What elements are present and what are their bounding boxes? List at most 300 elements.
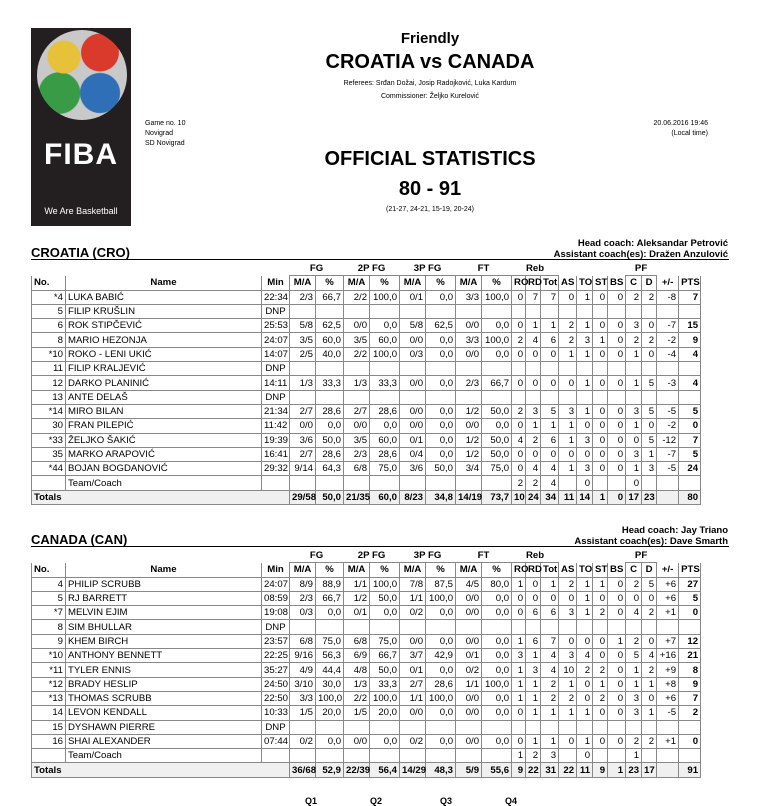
col-no: 11 — [32, 362, 66, 376]
player-row — [32, 663, 701, 677]
col-d: 0 — [642, 691, 657, 705]
col-c-header: C — [626, 563, 642, 577]
col-pts — [679, 304, 701, 318]
col-d: 4 — [642, 649, 657, 663]
col-ft-pct: 0,0 — [482, 634, 512, 648]
col-2p-pct: 100,0 — [370, 691, 400, 705]
col-to: 1 — [577, 606, 593, 620]
col-fg-pct: 66,7 — [316, 591, 344, 605]
col-2p-pct: 100,0 — [370, 290, 400, 304]
column-header-row — [32, 563, 701, 577]
col-ft-pct: 75,0 — [482, 462, 512, 476]
group-label: FG — [290, 549, 344, 563]
col-min-header: Min — [262, 276, 290, 290]
col-d: 0 — [642, 591, 657, 605]
col-name: KHEM BIRCH — [66, 634, 262, 648]
col-ft-pct: 66,7 — [482, 376, 512, 390]
col-tot — [541, 304, 559, 318]
col-to: 1 — [577, 577, 593, 591]
col-fg-ma — [290, 304, 316, 318]
col-d-header: D — [642, 563, 657, 577]
col-2p-pct: 33,3 — [370, 677, 400, 691]
col-c: 4 — [626, 606, 642, 620]
col-plus-minus — [657, 390, 679, 404]
col-fg-pct: 100,0 — [316, 691, 344, 705]
col-st: 0 — [593, 462, 608, 476]
col-2p-pct: 60,0 — [370, 433, 400, 447]
col-ft-pct: 0,0 — [482, 347, 512, 361]
col-3p-ma: 0/0 — [400, 634, 426, 648]
col-ro — [512, 620, 526, 634]
player-row — [32, 706, 701, 720]
col-3p-pct — [426, 749, 456, 763]
col-rd: 0 — [526, 577, 541, 591]
col-ft-ma: 0/0 — [456, 634, 482, 648]
col-ft-ma: 1/1 — [456, 677, 482, 691]
col-d: 0 — [642, 419, 657, 433]
col-2p-pct — [370, 749, 400, 763]
col-bs: 0 — [608, 706, 626, 720]
col-to: 1 — [577, 591, 593, 605]
col-2p-ma: 21/35 — [344, 490, 370, 504]
col-2p-pct: 56,4 — [370, 763, 400, 777]
col-name: TYLER ENNIS — [66, 663, 262, 677]
col-d: 1 — [642, 706, 657, 720]
col-2p-pct: 75,0 — [370, 462, 400, 476]
col-tot: 0 — [541, 447, 559, 461]
col-st — [593, 476, 608, 490]
col-bs — [608, 620, 626, 634]
col-st: 1 — [593, 577, 608, 591]
col-3p-ma — [400, 620, 426, 634]
col-to: 3 — [577, 433, 593, 447]
col-ro — [512, 390, 526, 404]
col-3p-pct — [426, 720, 456, 734]
col-tot-header: Tot — [541, 276, 559, 290]
col-no: 9 — [32, 634, 66, 648]
team-coach-row — [32, 476, 701, 490]
col-fg-pct — [316, 620, 344, 634]
col-fg-pct: 44,4 — [316, 663, 344, 677]
col-2p-pct: 100,0 — [370, 577, 400, 591]
col-tot: 31 — [541, 763, 559, 777]
col-rd — [526, 362, 541, 376]
col-pts: 91 — [679, 763, 701, 777]
col-d: 5 — [642, 433, 657, 447]
col-ft-ma: 0/0 — [456, 591, 482, 605]
col-c — [626, 304, 642, 318]
col-ro: 0 — [512, 447, 526, 461]
col-c: 0 — [626, 433, 642, 447]
col-pts: 9 — [679, 333, 701, 347]
group-label: FT — [456, 549, 512, 563]
col-plus-minus-header: +/- — [657, 563, 679, 577]
col-3p-pct: 0,0 — [426, 333, 456, 347]
col-tot: 0 — [541, 591, 559, 605]
col-ro-header: RO — [512, 276, 526, 290]
col-2p-ma-header: M/A — [344, 276, 370, 290]
col-as: 3 — [559, 649, 577, 663]
col-2p-pct: 0,0 — [370, 419, 400, 433]
footer-q4: Q4 — [505, 796, 518, 806]
player-row — [32, 290, 701, 304]
col-plus-minus: +9 — [657, 663, 679, 677]
col-ft-pct — [482, 476, 512, 490]
col-pts: 21 — [679, 649, 701, 663]
col-as: 1 — [559, 462, 577, 476]
col-3p-pct — [426, 390, 456, 404]
col-2p-pct: 75,0 — [370, 634, 400, 648]
col-to: 3 — [577, 462, 593, 476]
col-st — [593, 304, 608, 318]
col-plus-minus: -4 — [657, 347, 679, 361]
col-plus-minus: -2 — [657, 333, 679, 347]
totals-label: Totals — [32, 490, 290, 504]
col-3p-pct: 0,0 — [426, 376, 456, 390]
col-c: 1 — [626, 677, 642, 691]
col-2p-ma: 6/8 — [344, 634, 370, 648]
col-tot: 4 — [541, 476, 559, 490]
col-no: *10 — [32, 649, 66, 663]
col-ft-ma: 1/2 — [456, 447, 482, 461]
box-score-table-can — [31, 549, 701, 778]
col-ft-ma — [456, 390, 482, 404]
col-ft-ma — [456, 720, 482, 734]
col-to — [577, 620, 593, 634]
col-name: MARKO ARAPOVIĆ — [66, 447, 262, 461]
col-plus-minus: -5 — [657, 706, 679, 720]
assistant-coach-cro: Assistant coach(es): Dražen Anzulović — [553, 249, 728, 260]
col-2p-ma — [344, 620, 370, 634]
col-tot — [541, 620, 559, 634]
col-bs: 0 — [608, 376, 626, 390]
col-3p-ma: 0/2 — [400, 606, 426, 620]
game-datetime: 20.06.2016 19:46 — [653, 120, 708, 127]
col-plus-minus: +8 — [657, 677, 679, 691]
footer-q3: Q3 — [440, 796, 453, 806]
col-2p-ma: 3/5 — [344, 433, 370, 447]
col-2p-ma: 0/1 — [344, 606, 370, 620]
col-rd — [526, 390, 541, 404]
col-ft-pct — [482, 362, 512, 376]
col-ft-ma: 3/3 — [456, 290, 482, 304]
col-ft-pct: 0,0 — [482, 649, 512, 663]
col-no: *44 — [32, 462, 66, 476]
col-plus-minus — [657, 763, 679, 777]
col-ro: 2 — [512, 476, 526, 490]
col-plus-minus — [657, 620, 679, 634]
col-fg-ma-header: M/A — [290, 563, 316, 577]
player-row — [32, 319, 701, 333]
col-pts: 5 — [679, 404, 701, 418]
col-st: 2 — [593, 691, 608, 705]
col-ft-pct: 0,0 — [482, 319, 512, 333]
col-ro: 1 — [512, 577, 526, 591]
col-2p-ma — [344, 390, 370, 404]
player-row — [32, 734, 701, 748]
col-min: DNP — [262, 362, 290, 376]
col-2p-pct: 28,6 — [370, 447, 400, 461]
col-ro: 4 — [512, 433, 526, 447]
col-no: 8 — [32, 333, 66, 347]
col-fg-pct: 33,3 — [316, 376, 344, 390]
col-bs: 0 — [608, 447, 626, 461]
col-to — [577, 304, 593, 318]
col-c: 1 — [626, 376, 642, 390]
col-c: 2 — [626, 634, 642, 648]
player-row — [32, 333, 701, 347]
col-fg-pct — [316, 476, 344, 490]
col-no-header: No. — [32, 563, 66, 577]
col-no: *11 — [32, 663, 66, 677]
group-label: 2P FG — [344, 262, 400, 276]
col-name-header: Name — [66, 563, 262, 577]
col-bs: 0 — [608, 419, 626, 433]
col-rd — [526, 620, 541, 634]
col-st: 0 — [593, 734, 608, 748]
col-2p-pct: 60,0 — [370, 333, 400, 347]
col-2p-pct: 0,0 — [370, 734, 400, 748]
col-ro — [512, 362, 526, 376]
col-as: 2 — [559, 691, 577, 705]
col-ft-pct: 50,0 — [482, 433, 512, 447]
col-min: DNP — [262, 620, 290, 634]
col-d — [642, 362, 657, 376]
col-c: 3 — [626, 447, 642, 461]
col-rd-header: RD — [526, 563, 541, 577]
col-bs — [608, 390, 626, 404]
col-2p-pct: 100,0 — [370, 347, 400, 361]
col-d: 1 — [642, 677, 657, 691]
col-2p-ma: 4/8 — [344, 663, 370, 677]
col-fg-ma — [290, 749, 316, 763]
col-fg-ma: 2/7 — [290, 404, 316, 418]
col-3p-ma: 2/7 — [400, 677, 426, 691]
col-ft-ma: 1/2 — [456, 404, 482, 418]
col-pts: 0 — [679, 606, 701, 620]
col-ft-ma: 14/19 — [456, 490, 482, 504]
col-name: LUKA BABIĆ — [66, 290, 262, 304]
col-fg-pct — [316, 390, 344, 404]
col-as: 0 — [559, 447, 577, 461]
col-as — [559, 390, 577, 404]
col-st: 2 — [593, 663, 608, 677]
col-min: 14:11 — [262, 376, 290, 390]
col-3p-ma — [400, 304, 426, 318]
col-2p-pct-header: % — [370, 563, 400, 577]
col-as: 11 — [559, 490, 577, 504]
col-bs: 0 — [608, 462, 626, 476]
col-bs: 0 — [608, 333, 626, 347]
col-rd: 22 — [526, 763, 541, 777]
col-fg-ma: 3/10 — [290, 677, 316, 691]
col-as — [559, 720, 577, 734]
group-label: 2P FG — [344, 549, 400, 563]
group-label: Reb — [512, 262, 559, 276]
col-2p-ma: 2/2 — [344, 691, 370, 705]
col-d: 23 — [642, 490, 657, 504]
col-st: 1 — [593, 333, 608, 347]
col-tot: 3 — [541, 749, 559, 763]
col-fg-ma — [290, 720, 316, 734]
col-2p-pct-header: % — [370, 276, 400, 290]
col-2p-pct — [370, 362, 400, 376]
col-to: 0 — [577, 476, 593, 490]
col-d — [642, 476, 657, 490]
col-bs: 0 — [608, 404, 626, 418]
col-fg-pct: 50,0 — [316, 433, 344, 447]
col-to: 1 — [577, 290, 593, 304]
col-as: 10 — [559, 663, 577, 677]
col-tot: 2 — [541, 691, 559, 705]
col-ro: 0 — [512, 706, 526, 720]
col-ro — [512, 720, 526, 734]
col-d: 5 — [642, 376, 657, 390]
col-fg-ma: 1/3 — [290, 376, 316, 390]
col-rd: 1 — [526, 419, 541, 433]
col-3p-ma: 0/0 — [400, 376, 426, 390]
col-3p-pct — [426, 620, 456, 634]
col-to: 1 — [577, 319, 593, 333]
col-min: 19:08 — [262, 606, 290, 620]
col-no: 15 — [32, 720, 66, 734]
player-row — [32, 720, 701, 734]
group-label: PF — [626, 262, 657, 276]
group-label: FT — [456, 262, 512, 276]
col-2p-ma: 1/3 — [344, 376, 370, 390]
col-bs: 0 — [608, 734, 626, 748]
col-bs: 0 — [608, 347, 626, 361]
col-3p-ma: 0/0 — [400, 706, 426, 720]
col-ro — [512, 304, 526, 318]
fiba-tagline: We Are Basketball — [44, 206, 118, 216]
player-row — [32, 591, 701, 605]
team-coach-row — [32, 749, 701, 763]
col-rd: 7 — [526, 290, 541, 304]
col-d: 5 — [642, 404, 657, 418]
col-as: 0 — [559, 734, 577, 748]
col-c — [626, 720, 642, 734]
col-no — [32, 749, 66, 763]
col-fg-ma: 3/6 — [290, 433, 316, 447]
col-plus-minus — [657, 476, 679, 490]
col-bs — [608, 304, 626, 318]
col-min — [262, 476, 290, 490]
col-min: 22:34 — [262, 290, 290, 304]
col-ro: 0 — [512, 734, 526, 748]
col-st: 1 — [593, 490, 608, 504]
col-2p-pct: 20,0 — [370, 706, 400, 720]
col-pts: 12 — [679, 634, 701, 648]
player-row — [32, 447, 701, 461]
col-no — [32, 476, 66, 490]
venue: SD Novigrad — [145, 140, 185, 147]
col-ft-ma: 0/0 — [456, 691, 482, 705]
col-name: MARIO HEZONJA — [66, 333, 262, 347]
col-as: 2 — [559, 333, 577, 347]
player-row — [32, 362, 701, 376]
col-fg-pct-header: % — [316, 276, 344, 290]
col-name: THOMAS SCRUBB — [66, 691, 262, 705]
col-to-header: TO — [577, 563, 593, 577]
col-as-header: AS — [559, 276, 577, 290]
col-3p-ma: 0/0 — [400, 419, 426, 433]
col-fg-ma: 0/2 — [290, 734, 316, 748]
col-3p-ma: 0/1 — [400, 663, 426, 677]
col-tot: 7 — [541, 634, 559, 648]
col-no: 35 — [32, 447, 66, 461]
col-fg-ma: 29/58 — [290, 490, 316, 504]
col-ft-pct: 0,0 — [482, 734, 512, 748]
col-plus-minus: +6 — [657, 577, 679, 591]
col-st-header: ST — [593, 563, 608, 577]
col-2p-pct — [370, 476, 400, 490]
col-bs-header: BS — [608, 563, 626, 577]
col-3p-ma: 0/0 — [400, 333, 426, 347]
col-as: 1 — [559, 433, 577, 447]
col-ft-ma: 0/0 — [456, 347, 482, 361]
col-3p-pct: 0,0 — [426, 706, 456, 720]
col-tot: 6 — [541, 433, 559, 447]
col-ft-ma: 3/3 — [456, 333, 482, 347]
team-title-cro: CROATIA (CRO) — [31, 245, 130, 260]
col-rd: 0 — [526, 376, 541, 390]
col-tot: 5 — [541, 404, 559, 418]
col-min: 08:59 — [262, 591, 290, 605]
col-tot: 1 — [541, 734, 559, 748]
col-ft-pct: 100,0 — [482, 290, 512, 304]
col-fg-ma: 0/3 — [290, 606, 316, 620]
col-no: *33 — [32, 433, 66, 447]
col-st — [593, 749, 608, 763]
col-name: Team/Coach — [66, 749, 262, 763]
col-name: DARKO PLANINIĆ — [66, 376, 262, 390]
col-tot: 7 — [541, 290, 559, 304]
col-bs: 0 — [608, 677, 626, 691]
player-row — [32, 677, 701, 691]
col-c — [626, 390, 642, 404]
col-c: 2 — [626, 734, 642, 748]
col-3p-ma: 0/1 — [400, 290, 426, 304]
col-rd: 1 — [526, 691, 541, 705]
col-ft-ma — [456, 749, 482, 763]
col-bs — [608, 476, 626, 490]
col-plus-minus: +1 — [657, 734, 679, 748]
col-ft-ma — [456, 304, 482, 318]
col-plus-minus — [657, 362, 679, 376]
col-pts: 2 — [679, 706, 701, 720]
col-2p-pct: 33,3 — [370, 376, 400, 390]
final-score: 80 - 91 — [398, 178, 462, 200]
col-fg-ma: 36/68 — [290, 763, 316, 777]
col-3p-pct: 0,0 — [426, 734, 456, 748]
group-label: 3P FG — [400, 262, 456, 276]
col-d: 2 — [642, 606, 657, 620]
col-3p-pct: 0,0 — [426, 419, 456, 433]
col-3p-pct: 0,0 — [426, 290, 456, 304]
col-fg-pct: 28,6 — [316, 447, 344, 461]
col-min-header: Min — [262, 563, 290, 577]
col-rd — [526, 304, 541, 318]
col-st — [593, 620, 608, 634]
col-3p-ma: 0/4 — [400, 447, 426, 461]
col-ro: 0 — [512, 591, 526, 605]
col-fg-ma — [290, 362, 316, 376]
col-min: 23:57 — [262, 634, 290, 648]
col-to: 1 — [577, 734, 593, 748]
col-no: 12 — [32, 376, 66, 390]
col-st — [593, 390, 608, 404]
